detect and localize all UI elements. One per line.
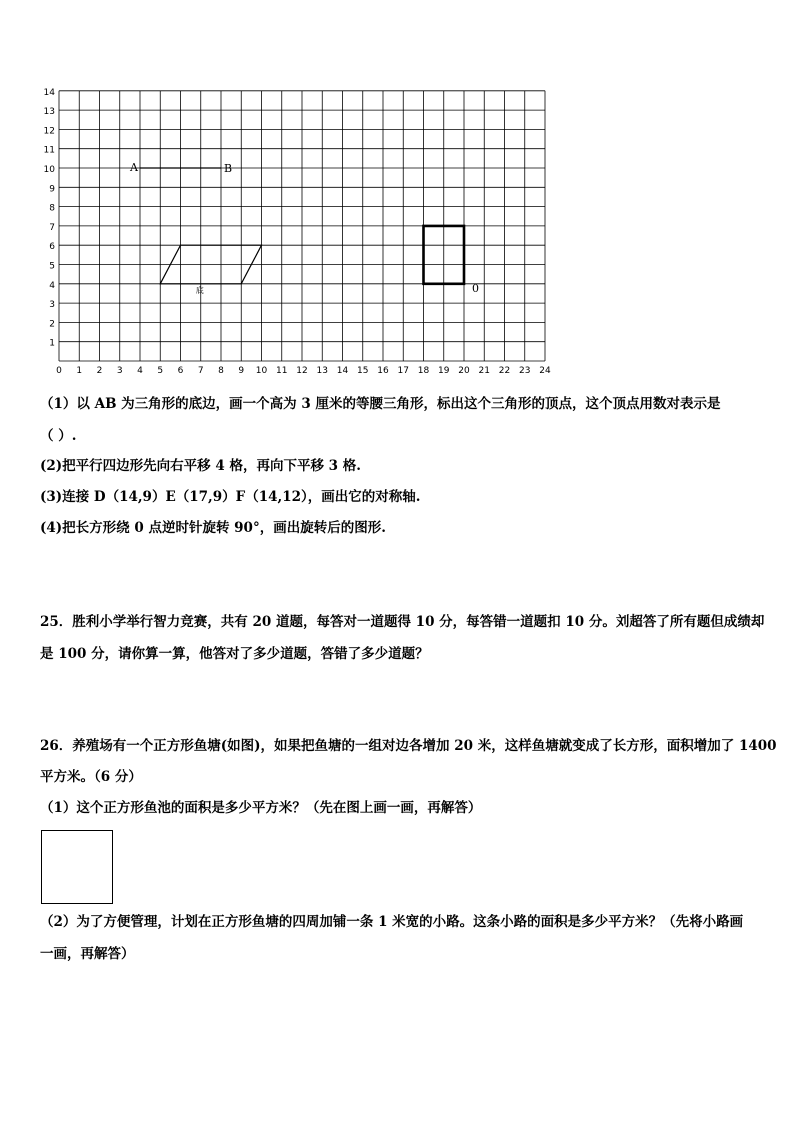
x-tick-label: 9 [238, 366, 245, 374]
point-a-label: A [130, 161, 138, 174]
x-tick-label: 4 [137, 366, 143, 374]
x-tick-label: 13 [316, 366, 328, 374]
x-tick-label: 1 [76, 366, 83, 374]
y-tick-label: 13 [43, 107, 55, 118]
question-26-part-2-line-1: （2）为了方便管理，计划在正方形鱼塘的四周加铺一条 1 米宽的小路。这条小路的面积是多少平方米？（先将小路画 [40, 914, 744, 930]
x-tick-label: 5 [157, 366, 164, 374]
x-tick-label: 7 [197, 366, 204, 374]
question-26-line-1: 26．养殖场有一个正方形鱼塘(如图)，如果把鱼塘的一组对边各增加 20 米，这样鱼塘就变成了长方形，面积增加了 1400 [40, 738, 777, 754]
point-b-label: B [224, 162, 233, 175]
y-tick-label: 6 [49, 242, 55, 253]
question-26-part-1: （1）这个正方形鱼池的面积是多少平方米？（先在图上画一画，再解答） [40, 800, 482, 816]
rotation-origin-label: 0 [472, 281, 479, 295]
y-tick-label: 9 [49, 184, 55, 195]
question-24-part-1-blank: （ ）. [40, 428, 77, 444]
y-tick-label: 8 [49, 203, 55, 214]
question-24-part-4: (4)把长方形绕 0 点逆时针旋转 90°，画出旋转后的图形. [40, 520, 386, 536]
question-25-line-2: 是 100 分，请你算一算，他答对了多少道题，答错了多少道题？ [40, 646, 429, 662]
y-tick-label: 14 [43, 87, 55, 98]
x-tick-label: 21 [478, 366, 490, 374]
x-tick-label: 22 [498, 366, 511, 374]
question-26-line-2: 平方米。（6 分） [40, 769, 142, 785]
y-tick-label: 7 [49, 222, 55, 233]
x-tick-label: 0 [56, 366, 62, 374]
x-tick-label: 18 [417, 366, 430, 374]
square-pond-figure [41, 830, 113, 904]
y-tick-label: 12 [43, 126, 55, 137]
x-tick-label: 14 [336, 366, 349, 374]
question-24-part-2: (2)把平行四边形先向右平移 4 格，再向下平移 3 格. [40, 458, 361, 474]
x-tick-label: 8 [218, 366, 224, 374]
x-tick-label: 6 [177, 366, 184, 374]
grid-svg [30, 84, 560, 374]
x-tick-label: 10 [255, 366, 268, 374]
x-tick-label: 23 [519, 366, 531, 374]
y-tick-label: 11 [43, 145, 55, 156]
question-24-part-1: （1）以 AB 为三角形的底边，画一个高为 3 厘米的等腰三角形，标出这个三角形的顶点，这个顶点用数对表示是 [40, 396, 721, 412]
x-tick-label: 12 [296, 366, 308, 374]
y-tick-label: 10 [43, 165, 55, 175]
x-tick-label: 20 [458, 366, 470, 374]
coordinate-grid [30, 84, 560, 374]
x-tick-label: 15 [357, 366, 369, 374]
x-tick-label: 17 [397, 366, 409, 374]
y-tick-label: 4 [49, 280, 55, 291]
x-tick-label: 19 [438, 366, 450, 374]
x-tick-label: 2 [96, 366, 103, 374]
question-24-part-3: (3)连接 D（14,9）E（17,9）F（14,12），画出它的对称轴. [40, 489, 421, 505]
y-tick-label: 3 [49, 300, 55, 311]
x-tick-label: 3 [116, 366, 123, 374]
x-tick-label: 16 [377, 366, 389, 374]
parallelogram-base-label: 底 [195, 285, 204, 295]
x-tick-label: 24 [539, 366, 551, 374]
y-tick-label: 2 [49, 319, 55, 330]
question-25-line-1: 25．胜利小学举行智力竞赛，共有 20 道题，每答对一道题得 10 分，每答错一道题扣 10 分。刘超答了所有题但成绩却 [40, 614, 765, 630]
x-tick-label: 11 [276, 366, 288, 374]
y-tick-label: 1 [49, 338, 55, 349]
y-tick-label: 5 [49, 261, 55, 272]
question-26-part-2-line-2: 一画，再解答） [40, 946, 135, 962]
